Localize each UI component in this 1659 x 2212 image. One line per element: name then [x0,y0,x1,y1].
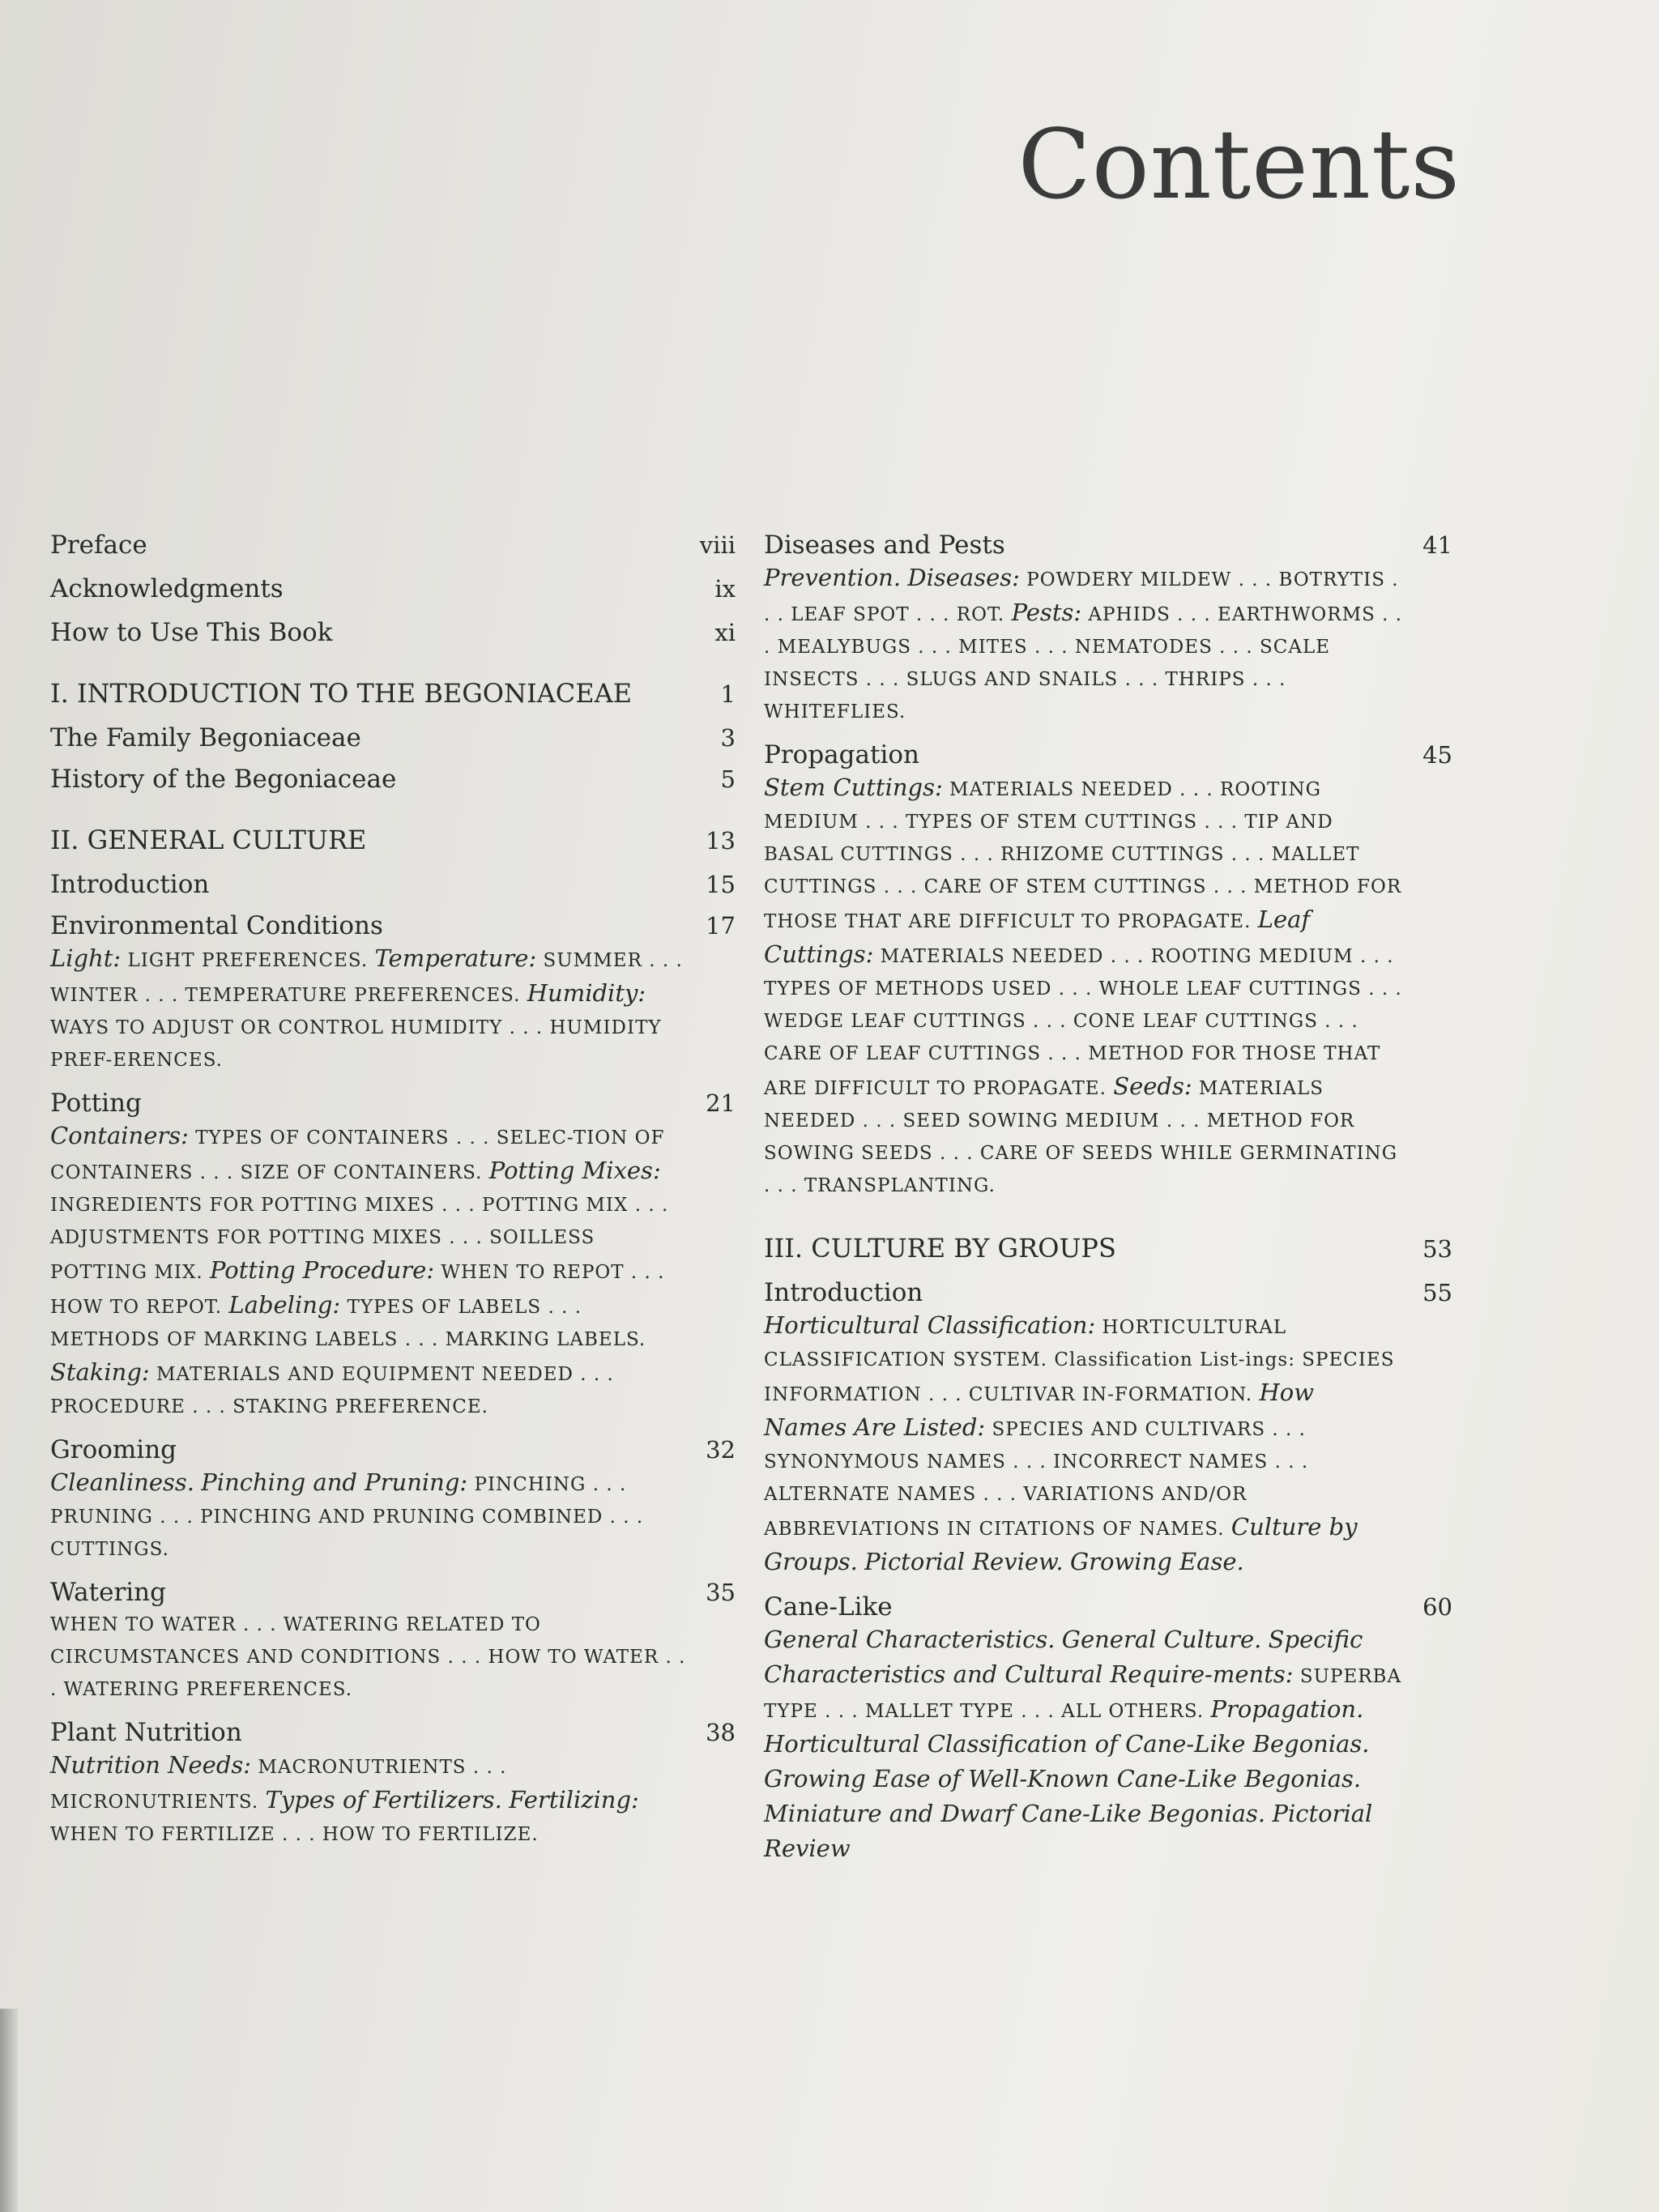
toc-subtopic-heading: Staking: [50,1358,150,1386]
toc-entry-page-number: 1 [720,680,736,708]
toc-entry-title: Grooming [50,1435,177,1464]
toc-entry-heading [50,870,736,899]
toc-subtopic-heading: Temperature: [374,944,537,972]
toc-subtopic-heading: Growing Ease. [1069,1548,1244,1575]
toc-subtopic-text: SUPERBA TYPE . . . MALLET TYPE . . . ALL OTHERS. [764,1666,1402,1722]
toc-entry-title: II. GENERAL CULTURE [50,825,367,855]
toc-subtopic-heading: Specific Characteristics and Cultural Require-ments: [764,1626,1363,1688]
toc-entry-heading [50,1578,736,1607]
toc-entry-heading [50,1718,736,1747]
toc-entry-heading [50,678,736,709]
toc-subtopic-text [1261,1631,1268,1652]
toc-subtopic-heading: Pinching and Pruning: [201,1468,468,1496]
toc-entry-title: Potting [50,1089,142,1118]
toc-subtopic-heading: How Names Are Listed: [764,1379,1315,1441]
toc-entry-heading [50,1089,736,1118]
toc-entry-description [50,1119,736,1423]
toc-subtopic-heading: Growing Ease of Well-Known Cane-Like Begonias. [764,1765,1362,1792]
toc-subtopic-heading: Stem Cuttings: [764,774,943,801]
toc-entry-title: History of the Begoniaceae [50,765,397,794]
toc-entry [50,618,736,647]
toc-entry-heading [50,1435,736,1464]
toc-subtopic-heading: Containers: [50,1122,189,1149]
toc-entry-page-number: 13 [706,827,736,855]
toc-part-entry [50,678,736,709]
toc-entry [50,574,736,603]
toc-part-entry [764,1233,1452,1264]
toc-subtopic-text: WHEN TO FERTILIZE . . . HOW TO FERTILIZE. [50,1824,539,1845]
toc-subtopic-text: POWDERY MILDEW . . . BOTRYTIS . . . LEAF SPOT . . . ROT. [764,569,1399,625]
toc-subtopic-heading: Diseases: [907,564,1020,591]
toc-entry-description [764,561,1452,728]
toc-subtopic-text: WHEN TO WATER . . . WATERING RELATED TO CIRCUMSTANCES AND CONDITIONS . . . HOW TO WATER . . . WATERING PREFERENCES. [50,1614,686,1700]
toc-entry-title: Cane-Like [764,1592,893,1622]
toc-entry [50,531,736,560]
toc-subtopic-text: SPECIES INFORMATION . . . CULTIVAR IN-FORMATION. [764,1349,1395,1405]
toc-entry-heading [764,531,1452,560]
toc-entry-page-number: 41 [1422,531,1452,559]
toc-subtopic-text: MATERIALS NEEDED . . . ROOTING MEDIUM . . . TYPES OF METHODS USED . . . WHOLE LEAF CUTTINGS . . . WEDGE LEAF CUTTINGS . . . CONE LEAF CUTTINGS . . . CARE OF LEAF CUTTINGS . . . METHOD FOR THOSE THAT ARE DIFFICULT TO PROPAGATE. [764,946,1402,1099]
toc-entry-heading [50,825,736,855]
toc-entry-heading [50,765,736,794]
toc-entry-page-number: 60 [1422,1593,1452,1621]
toc-subtopic-text: HORTICULTURAL CLASSIFICATION SYSTEM. [764,1317,1287,1370]
toc-entry-description [50,942,736,1076]
toc-entry-heading [50,723,736,752]
toc-subtopic-heading: Cleanliness. [50,1468,194,1496]
toc-entry-description [50,1609,736,1706]
toc-entry [764,1278,1452,1580]
toc-subtopic-heading: Potting Procedure: [209,1256,435,1284]
toc-entry [764,740,1452,1202]
toc-subtopic-heading: Pictorial Review [764,1800,1373,1862]
toc-entry-heading [50,574,736,603]
toc-subtopic-text [1064,1554,1070,1575]
toc-entry-title: The Family Begoniaceae [50,723,361,752]
toc-entry-heading [764,1233,1452,1264]
toc-entry-title: How to Use This Book [50,618,333,647]
toc-part-entry [50,825,736,855]
toc-entry [764,531,1452,728]
toc-subtopic-heading: Leaf Cuttings: [764,906,1311,968]
toc-entry-page-number: xi [714,619,736,646]
toc-entry-title: Introduction [50,870,210,899]
toc-entry-page-number: 45 [1422,741,1452,769]
toc-entry-title: Acknowledgments [50,574,284,603]
toc-entry-description [764,1623,1452,1867]
toc-entry-description [764,771,1452,1202]
toc-entry-heading [764,1592,1452,1622]
toc-subtopic-heading: Pests: [1011,599,1082,626]
toc-entry-heading [764,1278,1452,1307]
toc-right-column [764,531,1452,1879]
toc-subtopic-text [1055,1631,1061,1652]
toc-entry-description [50,1749,736,1851]
toc-entry-heading [50,618,736,647]
toc-subtopic-text [502,1792,509,1813]
page-title: Contents [1017,109,1461,221]
toc-entry-title: I. INTRODUCTION TO THE BEGONIACEAE [50,678,633,709]
toc-entry-page-number: 21 [706,1089,736,1117]
toc-subtopic-text: SPECIES AND CULTIVARS . . . SYNONYMOUS NAMES . . . INCORRECT NAMES . . . ALTERNATE NAMES . . . VARIATIONS AND/OR ABBREVIATIONS IN CITATIONS OF NAMES. [764,1419,1309,1540]
toc-entry-title: Watering [50,1578,166,1607]
toc-entry-page-number: 55 [1422,1279,1452,1306]
toc-entry-title: Plant Nutrition [50,1718,242,1747]
toc-entry [50,1089,736,1423]
toc-entry-heading [764,740,1452,769]
toc-entry-title: Environmental Conditions [50,911,383,940]
toc-subtopic-text: LIGHT PREFERENCES. [121,950,375,971]
book-gutter-shadow [0,2009,18,2212]
toc-subtopic-text: Classification List-ings: [1054,1349,1295,1370]
toc-subtopic-heading: Seeds: [1113,1072,1192,1100]
toc-entry-page-number: 35 [706,1579,736,1606]
toc-subtopic-text: PINCHING . . . PRUNING . . . PINCHING AND PRUNING COMBINED . . . CUTTINGS. [50,1474,644,1560]
toc-entry-title: Preface [50,531,147,560]
toc-subtopic-heading: Prevention. [764,564,902,591]
toc-entry [50,765,736,794]
toc-subtopic-heading: Light: [50,944,122,972]
toc-subtopic-heading: Propagation. [1210,1695,1364,1723]
toc-entry-page-number: 53 [1422,1235,1452,1263]
toc-entry [50,1578,736,1706]
toc-subtopic-text: MATERIALS NEEDED . . . ROOTING MEDIUM . . . TYPES OF STEM CUTTINGS . . . TIP AND BASAL CUTTINGS . . . RHIZOME CUTTINGS . . . MALLET CUTTINGS . . . CARE OF STEM CUTTINGS . . . METHOD FOR THOSE THAT ARE DIFFICULT TO PROPAGATE. [764,779,1402,932]
toc-subtopic-heading: Potting Mixes: [488,1157,661,1184]
toc-entry-title: Propagation [764,740,919,769]
toc-entry [50,911,736,1076]
toc-subtopic-text [858,1554,864,1575]
toc-entry [50,1435,736,1566]
toc-subtopic-text: MACRONUTRIENTS . . . MICRONUTRIENTS. [50,1757,507,1813]
toc-subtopic-text: TYPES OF CONTAINERS . . . SELEC-TION OF CONTAINERS . . . SIZE OF CONTAINERS. [50,1127,665,1183]
toc-subtopic-heading: General Characteristics. [764,1626,1056,1653]
toc-subtopic-heading: Pictorial Review. [864,1548,1064,1575]
toc-entry [50,723,736,752]
toc-entry-heading [50,531,736,560]
toc-entry-page-number: 15 [706,871,736,898]
toc-subtopic-text: MATERIALS AND EQUIPMENT NEEDED . . . PROCEDURE . . . STAKING PREFERENCE. [50,1364,614,1417]
toc-subtopic-heading: Horticultural Classification: [764,1311,1096,1339]
toc-entry-page-number: viii [699,531,736,559]
toc-subtopic-text: SUMMER . . . WINTER . . . TEMPERATURE PREFERENCES. [50,950,683,1006]
toc-entry-heading [50,911,736,940]
toc-entry [50,1718,736,1851]
toc-subtopic-heading: Labeling: [228,1291,341,1319]
toc-entry [764,1592,1452,1867]
toc-entry-page-number: 38 [706,1719,736,1746]
toc-subtopic-heading: Nutrition Needs: [50,1751,252,1779]
toc-subtopic-heading: Types of Fertilizers. [265,1786,502,1813]
toc-subtopic-heading: Fertilizing: [509,1786,639,1813]
toc-entry-description [50,1466,736,1566]
toc-entry [50,870,736,899]
toc-entry-title: III. CULTURE BY GROUPS [764,1233,1116,1264]
toc-subtopic-text: APHIDS . . . EARTHWORMS . . . MEALYBUGS . . . MITES . . . NEMATODES . . . SCALE INSECTS . . . SLUGS AND SNAILS . . . THRIPS . . . WHITEFLIES. [764,604,1403,722]
toc-entry-title: Introduction [764,1278,923,1307]
toc-subtopic-text: MATERIALS NEEDED . . . SEED SOWING MEDIUM . . . METHOD FOR SOWING SEEDS . . . CARE OF SEEDS WHILE GERMINATING . . . TRANSPLANTING. [764,1078,1398,1196]
toc-entry-page-number: 3 [720,724,736,752]
toc-subtopic-heading: Culture by Groups. [764,1513,1358,1575]
toc-subtopic-text: WAYS TO ADJUST OR CONTROL HUMIDITY . . . HUMIDITY PREF-ERENCES. [50,1017,662,1071]
toc-subtopic-heading: Miniature and Dwarf Cane-Like Begonias. [764,1800,1266,1827]
toc-entry-title: Diseases and Pests [764,531,1005,560]
toc-entry-page-number: 17 [706,912,736,940]
toc-subtopic-text: TYPES OF LABELS . . . METHODS OF MARKING LABELS . . . MARKING LABELS. [50,1297,646,1350]
toc-entry-page-number: 5 [720,765,736,793]
toc-subtopic-text: WHEN TO REPOT . . . HOW TO REPOT. [50,1262,665,1318]
toc-subtopic-heading: Humidity: [527,979,646,1007]
toc-entry-description [764,1309,1452,1580]
toc-left-column [50,531,736,1863]
toc-subtopic-heading: Horticultural Classification of Cane-Like Begonias. [764,1730,1370,1758]
toc-subtopic-text: INGREDIENTS FOR POTTING MIXES . . . POTTING MIX . . . ADJUSTMENTS FOR POTTING MIXES . . . SOILLESS POTTING MIX. [50,1195,669,1283]
toc-entry-page-number: ix [714,575,736,603]
toc-subtopic-heading: General Culture. [1061,1626,1262,1653]
toc-entry-page-number: 32 [706,1436,736,1464]
